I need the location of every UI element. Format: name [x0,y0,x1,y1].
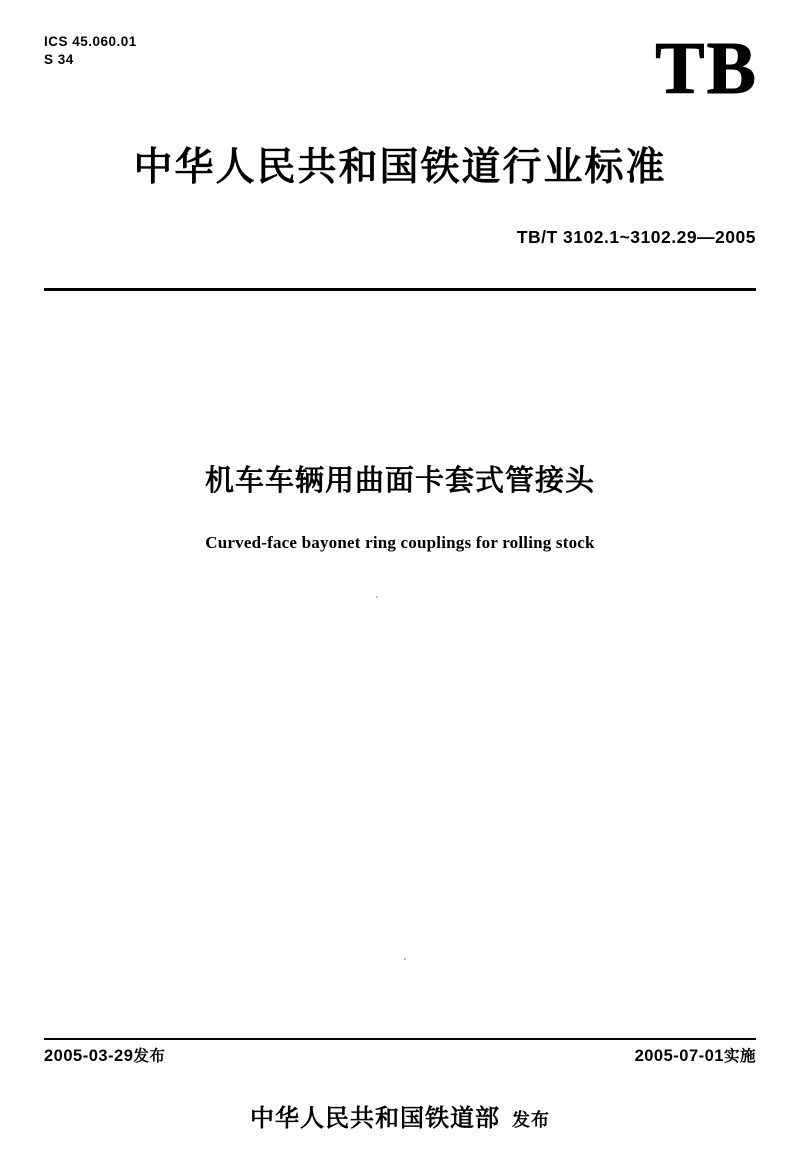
publisher-action: 发布 [512,1110,550,1131]
document-title-english: Curved-face bayonet ring couplings for rolling stock [205,533,595,552]
classification-codes [44,33,137,69]
document-title-chinese: 机车车辆用曲面卡套式管接头 [204,463,595,497]
effective-date-label: 实施 [723,1047,756,1065]
issue-date-block [44,1044,165,1066]
tb-logo: TB [655,28,758,110]
effective-date-block [635,1044,756,1066]
scan-speckle [404,958,406,960]
issue-date: 2005-03-29 [44,1047,134,1065]
standard-series-title: 中华人民共和国铁道行业标准 [133,145,667,190]
issue-date-label: 发布 [133,1047,166,1065]
divider-top [44,288,756,291]
effective-date: 2005-07-01 [634,1047,724,1065]
standard-number: TB/T 3102.1~3102.29—2005 [516,227,756,247]
publisher-name: 中华人民共和国铁道部 [250,1104,500,1132]
scan-speckle [376,596,378,598]
divider-bottom [44,1038,756,1040]
ics-code: ICS 45.060.01 [44,34,137,49]
classification-code: S 34 [44,52,74,68]
publisher-block [0,1098,800,1133]
